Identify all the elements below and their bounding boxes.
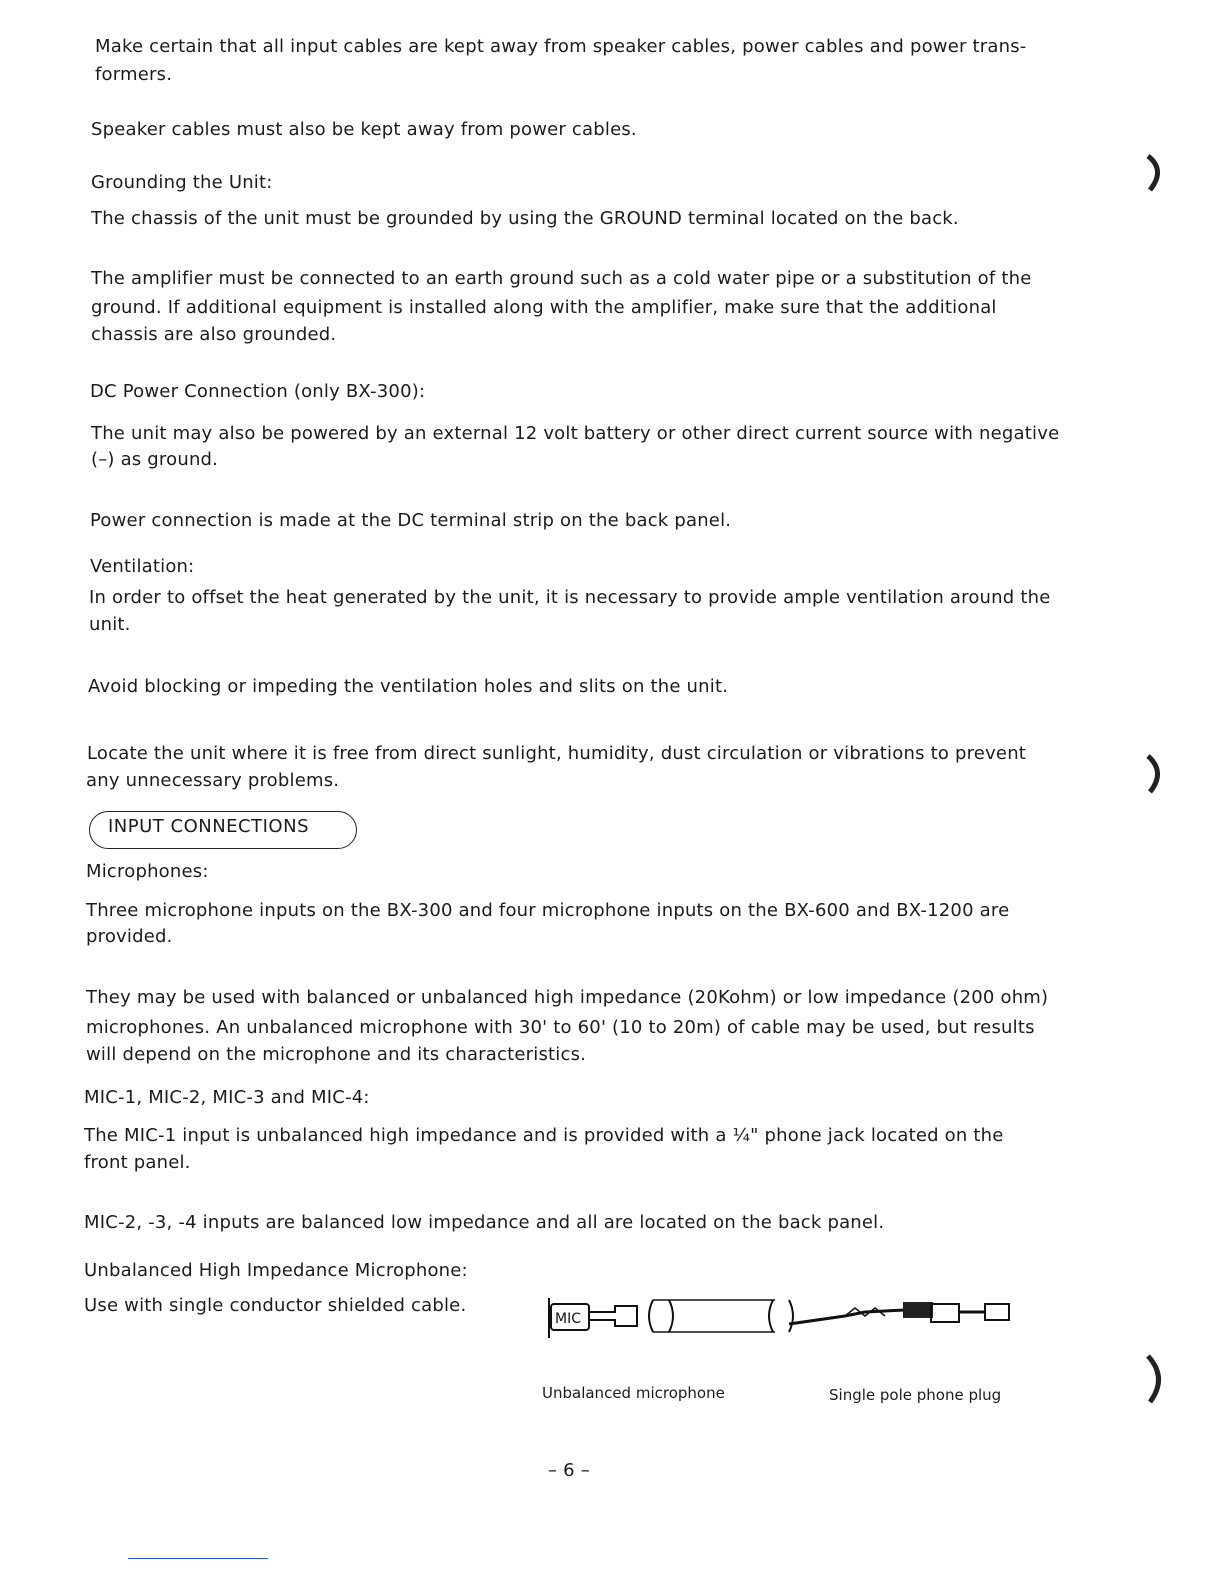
paragraph: Use with single conductor shielded cable. [84, 1295, 467, 1316]
paragraph-line: The unit may also be powered by an external 12 volt battery or other direct current source with negative [91, 423, 1060, 444]
paragraph-line: any unnecessary problems. [86, 770, 340, 791]
caption-unbalanced-microphone: Unbalanced microphone [542, 1384, 725, 1402]
footer-rule [128, 1558, 268, 1559]
plug-sleeve [903, 1302, 933, 1318]
paragraph-line: chassis are also grounded. [91, 324, 337, 345]
mic-connector [589, 1306, 637, 1326]
heading-ventilation: Ventilation: [90, 556, 195, 577]
binder-mark-icon [1140, 1350, 1190, 1410]
paragraph: Speaker cables must also be kept away from power cables. [91, 119, 637, 140]
paragraph-line: Make certain that all input cables are kept away from speaker cables, power cables and power trans- [95, 36, 1027, 57]
caption-phone-plug: Single pole phone plug [829, 1386, 1002, 1404]
mic-plug-diagram [545, 1290, 1025, 1350]
paragraph-line: The MIC-1 input is unbalanced high impedance and is provided with a ¼" phone jack located on the [84, 1125, 1004, 1146]
page-number: – 6 – [548, 1460, 590, 1481]
paragraph-line: microphones. An unbalanced microphone with 30' to 60' (10 to 20m) of cable may be used, but results [86, 1017, 1035, 1038]
paragraph-line: The amplifier must be connected to an earth ground such as a cold water pipe or a substitution of the [91, 268, 1032, 289]
paragraph-line: formers. [95, 64, 173, 85]
mic-label: MIC [555, 1311, 581, 1327]
paragraph-line: They may be used with balanced or unbalanced high impedance (20Kohm) or low impedance (200 ohm) [86, 987, 1049, 1008]
plug-body [931, 1304, 959, 1322]
paragraph-line: (–) as ground. [91, 449, 219, 470]
paragraph: The chassis of the unit must be grounded by using the GROUND terminal located on the back. [91, 208, 959, 229]
paragraph: MIC-2, -3, -4 inputs are balanced low impedance and all are located on the back panel. [84, 1212, 885, 1233]
heading-dc-power: DC Power Connection (only BX-300): [90, 381, 426, 402]
paragraph-line: provided. [86, 926, 173, 947]
section-heading-input-connections [89, 811, 357, 849]
section-heading-text: INPUT CONNECTIONS [108, 816, 309, 837]
paragraph-line: Three microphone inputs on the BX-300 and four microphone inputs on the BX-600 and BX-1200 are [86, 900, 1010, 921]
binder-mark-icon [1140, 750, 1190, 800]
paragraph-line: Locate the unit where it is free from direct sunlight, humidity, dust circulation or vibrations to prevent [87, 743, 1027, 764]
heading-grounding: Grounding the Unit: [91, 172, 273, 193]
heading-unbalanced-mic: Unbalanced High Impedance Microphone: [84, 1260, 468, 1281]
paragraph: Power connection is made at the DC terminal strip on the back panel. [90, 510, 732, 531]
paragraph-line: In order to offset the heat generated by the unit, it is necessary to provide ample ventilation around the [89, 587, 1051, 608]
paragraph-line: unit. [89, 614, 131, 635]
heading-mic-inputs: MIC-1, MIC-2, MIC-3 and MIC-4: [84, 1087, 370, 1108]
binder-mark-icon [1140, 150, 1190, 200]
paragraph: Avoid blocking or impeding the ventilation holes and slits on the unit. [88, 676, 729, 697]
paragraph-line: ground. If additional equipment is installed along with the amplifier, make sure that the additional [91, 297, 997, 318]
heading-microphones: Microphones: [86, 861, 209, 882]
paragraph-line: will depend on the microphone and its characteristics. [86, 1044, 587, 1065]
paragraph-line: front panel. [84, 1152, 191, 1173]
